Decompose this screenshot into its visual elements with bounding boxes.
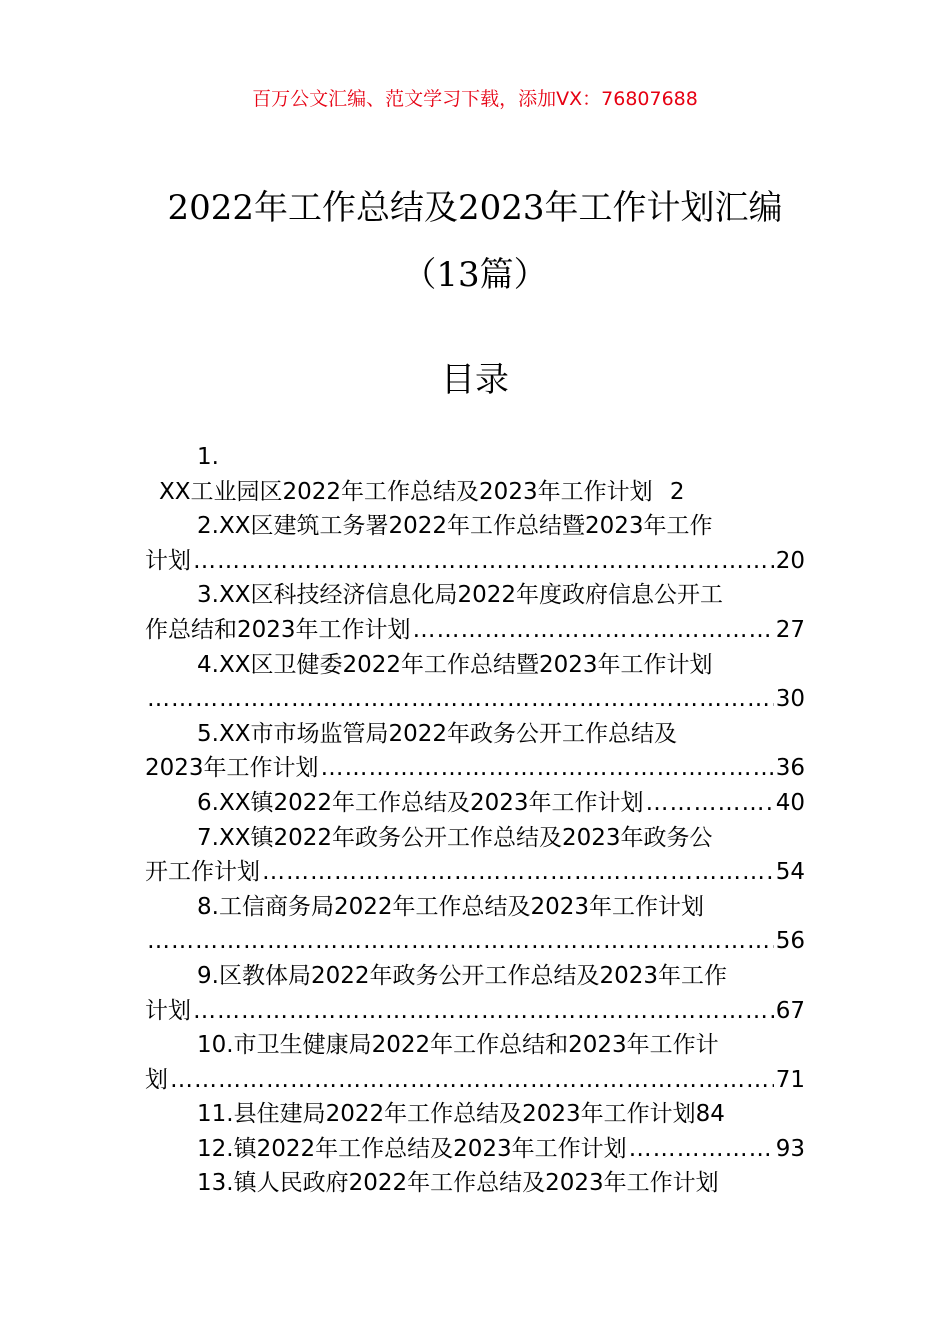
toc-entry-13-title[interactable]: 13.镇人民政府2022年工作总结及2023年工作计划 — [197, 1170, 719, 1197]
toc-entry-10-leader[interactable] — [145, 1063, 805, 1098]
toc-entry-2-title[interactable]: 2.XX区建筑工务署2022年工作总结暨2023年工作 — [197, 513, 713, 540]
toc-entry-6[interactable] — [145, 786, 805, 821]
toc-entry-11-title: 11.县住建局2022年工作总结及2023年工作计划 — [197, 1101, 696, 1128]
toc-entry-2-title-cont: 计划 — [145, 547, 191, 574]
toc-entry-3-page: 27 — [775, 616, 805, 643]
toc-entry-3-leader[interactable] — [145, 613, 805, 648]
watermark-banner: 百万公文汇编、范文学习下载，添加VX：76807688 — [252, 88, 698, 110]
toc-entry-3-title[interactable]: 3.XX区科技经济信息化局2022年度政府信息公开工 — [197, 582, 723, 609]
toc-entry-9-title[interactable]: 9.区教体局2022年政务公开工作总结及2023年工作 — [197, 962, 728, 989]
toc-entry-5-leader[interactable] — [145, 751, 805, 786]
toc-entry-5-title[interactable]: 5.XX市市场监管局2022年政务公开工作总结及 — [197, 720, 677, 747]
dot-leader — [321, 751, 774, 786]
toc-entry-8-page: 56 — [775, 928, 805, 955]
toc-entry-9-leader[interactable] — [145, 994, 805, 1029]
toc-entry-7-title-cont: 开工作计划 — [145, 859, 260, 886]
toc-entry-12-title: 12.镇2022年工作总结及2023年工作计划 — [197, 1135, 627, 1162]
toc-entry-8-title[interactable]: 8.工信商务局2022年工作总结及2023年工作计划 — [197, 893, 705, 920]
dot-leader — [413, 613, 774, 648]
toc-entry-1-number[interactable]: 1. — [197, 444, 219, 470]
toc-entry-1-page: 2 — [669, 478, 685, 505]
toc-entry-4-page: 30 — [775, 686, 805, 713]
toc-entry-5-title-cont: 2023年工作计划 — [145, 755, 319, 782]
toc-entry-7-title[interactable]: 7.XX镇2022年政务公开工作总结及2023年政务公 — [197, 824, 713, 851]
toc-entry-10-page: 71 — [775, 1066, 805, 1093]
dot-leader — [170, 1063, 774, 1098]
toc-entry-8-leader[interactable] — [145, 924, 805, 959]
toc-entry-11-page: 84 — [695, 1101, 725, 1128]
toc-entry-7-leader[interactable] — [145, 855, 805, 890]
table-of-contents — [145, 440, 805, 1201]
toc-entry-4-leader[interactable] — [145, 682, 805, 717]
toc-heading: 目录 — [441, 360, 509, 400]
toc-entry-10-title[interactable]: 10.市卫生健康局2022年工作总结和2023年工作计 — [197, 1032, 719, 1059]
dot-leader — [646, 786, 774, 821]
dot-leader — [193, 544, 774, 579]
toc-entry-9-page: 67 — [775, 997, 805, 1024]
toc-entry-1-title: XX工业园区2022年工作总结及2023年工作计划 — [159, 478, 653, 505]
document-title: 2022年工作总结及2023年工作计划汇编 — [167, 188, 783, 228]
toc-entry-7-page: 54 — [775, 859, 805, 886]
toc-entry-5-page: 36 — [775, 755, 805, 782]
toc-entry-12-page: 93 — [775, 1135, 805, 1162]
toc-entry-3-title-cont: 作总结和2023年工作计划 — [145, 616, 411, 643]
toc-entry-2-leader[interactable] — [145, 544, 805, 579]
dot-leader — [629, 1132, 774, 1167]
toc-entry-2-page: 20 — [775, 547, 805, 574]
toc-entry-11[interactable] — [145, 1097, 805, 1132]
toc-entry-9-title-cont: 计划 — [145, 997, 191, 1024]
toc-entry-10-title-cont: 划 — [145, 1066, 168, 1093]
dot-leader — [147, 924, 774, 959]
toc-entry-12[interactable] — [145, 1132, 805, 1167]
document-subtitle: （13篇） — [402, 255, 548, 295]
toc-entry-1[interactable] — [145, 475, 805, 510]
dot-leader — [193, 994, 774, 1029]
dot-leader — [147, 682, 774, 717]
toc-entry-6-page: 40 — [775, 789, 805, 816]
dot-leader — [262, 855, 774, 890]
toc-entry-4-title[interactable]: 4.XX区卫健委2022年工作总结暨2023年工作计划 — [197, 651, 713, 678]
toc-entry-6-title: 6.XX镇2022年工作总结及2023年工作计划 — [197, 789, 644, 816]
